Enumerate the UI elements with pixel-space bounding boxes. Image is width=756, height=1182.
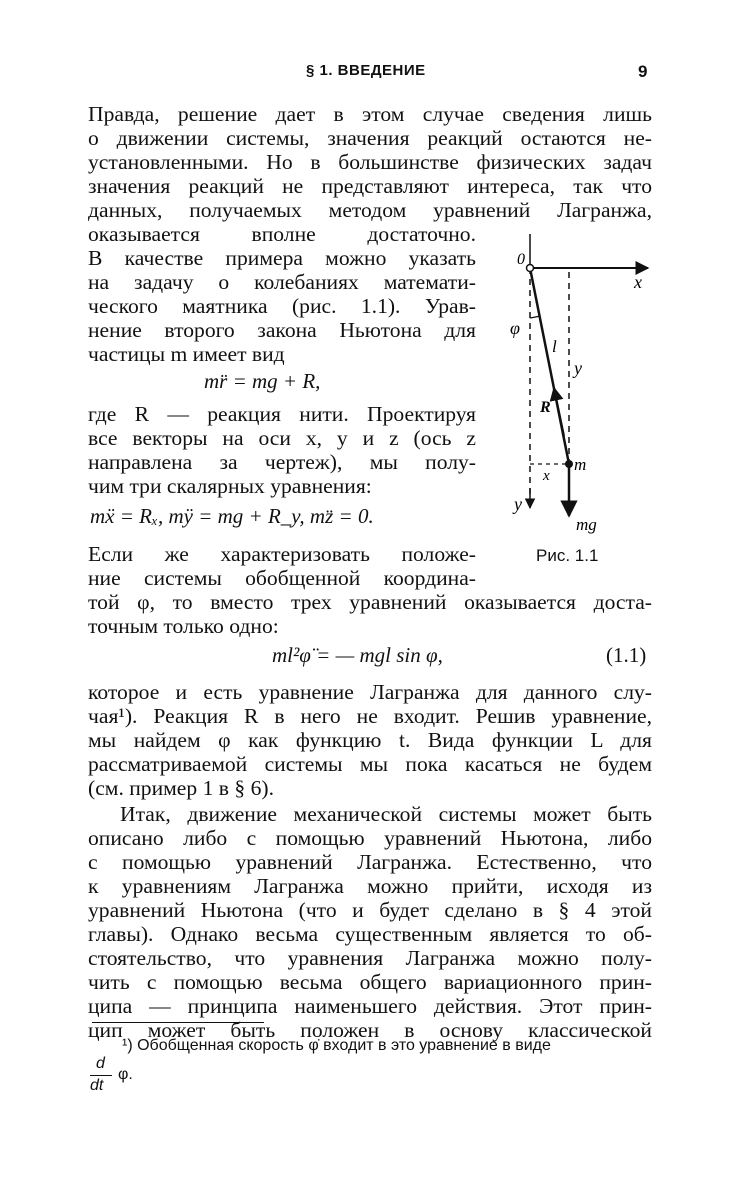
text-line: рассматриваемой системы мы пока касаться не будем: [88, 752, 652, 776]
text-line: нение второго закона Ньютона для: [88, 318, 476, 342]
text-line: чить с помощью весьма общего вариационного прин-: [88, 970, 652, 994]
label-x-axis: x: [634, 272, 642, 292]
text-line: все векторы на оси x, y и z (ось z: [88, 426, 476, 450]
derivative-operand: φ.: [118, 1066, 133, 1083]
pendulum-figure: [490, 226, 660, 536]
footnote-rule: [92, 1022, 264, 1023]
label-length: l: [552, 337, 557, 356]
text-line: Итак, движение механической системы может быть: [120, 802, 652, 826]
footnote-text: ¹) Обобщенная скорость φ̇ входит в это уравнение в виде: [122, 1037, 551, 1054]
equation-number: (1.1): [606, 643, 647, 667]
derivative-denominator: dt: [90, 1077, 104, 1094]
label-mass: m: [574, 455, 587, 474]
text-line: которое и есть уравнение Лагранжа для данного слу-: [88, 680, 652, 704]
equation-lagrange: ml²φ̈ = — mgl sin φ,: [272, 643, 443, 667]
text-line: ципа — принципа наименьшего действия. Этот прин-: [88, 994, 652, 1018]
text-line: к уравнениям Лагранжа можно прийти, исходя из: [88, 874, 652, 898]
text-line: стоятельство, что уравнения Лагранжа можно полу-: [88, 946, 652, 970]
text-line: направлена за чертеж), мы полу-: [88, 450, 476, 474]
text-line: данных, получаемых методом уравнений Лагранжа,: [88, 198, 652, 222]
pendulum-mass: [565, 460, 573, 468]
pivot-point: [527, 265, 534, 272]
label-reaction: R: [540, 399, 551, 416]
text-line: мы найдем φ как функцию t. Вида функции L для: [88, 728, 652, 752]
text-line: чая¹). Реакция R в него не входит. Решив уравнение,: [88, 704, 652, 728]
label-origin: 0: [517, 251, 525, 268]
label-angle: φ: [510, 318, 520, 338]
text-line: ческого маятника (рис. 1.1). Урав-: [88, 294, 476, 318]
text-line: той φ, то вместо трех уравнений оказывается доста-: [88, 590, 652, 614]
text-line: описано либо с помощью уравнений Ньютона, либо: [88, 826, 652, 850]
text-line: главы). Однако весьма существенным является то об-: [88, 922, 652, 946]
text-line: Правда, решение дает в этом случае сведения лишь: [88, 102, 652, 126]
text-line: на задачу о колебаниях математи-: [88, 270, 476, 294]
text-line: оказывается вполне достаточно.: [88, 222, 476, 246]
text-line: чим три скалярных уравнения:: [88, 474, 372, 498]
reaction-arrow: [554, 388, 564, 436]
text-line: В качестве примера можно указать: [88, 246, 476, 270]
text-line: с помощью уравнений Лагранжа. Естественно, что: [88, 850, 652, 874]
text-line: где R — реакция нити. Проектируя: [88, 402, 476, 426]
text-line: уравнений Ньютона (что и будет сделано в § 4 этой: [88, 898, 652, 922]
text-line: цип может быть положен в основу классической: [88, 1018, 652, 1042]
text-line: Если же характеризовать положе-: [88, 542, 476, 566]
text-line: (см. пример 1 в § 6).: [88, 776, 274, 800]
equation-components: mẍ = Rₓ, mÿ = mg + R_y, mz̈ = 0.: [90, 504, 374, 528]
running-header: § 1. ВВЕДЕНИЕ: [306, 62, 426, 79]
figure-caption: Рис. 1.1: [536, 546, 599, 565]
text-line: о движении системы, значения реакций остаются не-: [88, 126, 652, 150]
text-line: ние системы обобщенной координа-: [88, 566, 476, 590]
label-y-axis: y: [514, 494, 522, 514]
text-line: частицы m имеет вид: [88, 342, 285, 366]
text-line: точным только одно:: [88, 614, 279, 638]
label-gravity: mg: [576, 515, 597, 534]
label-x-coordinate: x: [543, 468, 550, 484]
text-line: установленными. Но в большинстве физических задач: [88, 150, 652, 174]
text-line: значения реакций не представляют интереса, так что: [88, 174, 652, 198]
equation-newton: mr̈ = mg + R,: [204, 369, 321, 393]
page-number: 9: [638, 62, 648, 81]
derivative-numerator: d: [96, 1055, 105, 1072]
label-y-coordinate: y: [574, 358, 582, 378]
